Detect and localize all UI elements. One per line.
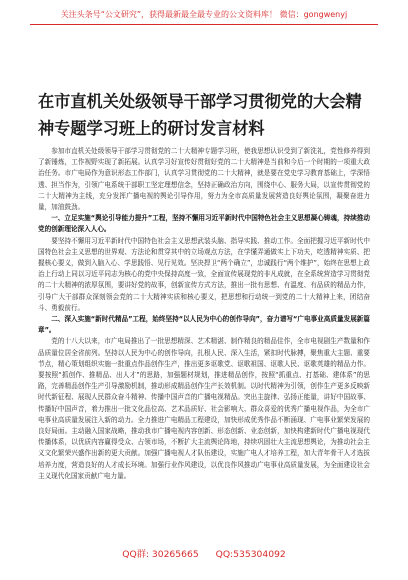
- section-heading: 二、深入实施“新时代精品”工程，始终坚持“以人民为中心的创作导向”，奋力谱写“广电事业高质量发展新篇章”。: [38, 315, 370, 335]
- footer-contact: [8, 548, 400, 562]
- header-divider: [30, 24, 378, 25]
- paragraph: 党的十八大以来，市广电局推出了一批思想精深、艺术精湛、制作精良的精品佳作，全市电视剧生产数量和作品质量位居全省前列。坚持以人民为中心的创作导向，扎根人民、深入生活，紧扣时代脉搏，聚焦重大主题、重要节点，精心策划组织实施一批重点作品创作生产，推出更多讴歌党、讴歌祖国、讴歌人民、讴歌英雄的精品力作。要按照“抓创作、推精品、出人才”的思路，加强题材规划，推进精品创作，按照“抓重点、打基础、建体系”的思路，完善精品创作生产引导激励机制，推动形成精品创作生产长效机制。以时代精神为引领，创作生产更多反映新时代新征程、展现人民群众奋斗精神、传播中国声音的广播电视精品。突出主旋律、弘扬正能量，讲好中国故事、传播好中国声音，着力推出一批文化品位高、艺术品质好、社会影响大、群众喜爱的优秀广播电视作品，为全市广电事业高质量发展注入新的动力。全力推进广电精品工程建设，加快形成优秀作品不断涌现、广电事业繁荣发展的良好局面。主动融入国家战略，推动我市广播电视内容创新、形态创新、业态创新，加快构建新时代广播电视现代传播体系，以优质内容赢得受众、占领市场，不断扩大主流舆论阵地，持续巩固壮大主流思想舆论，为推动社会主义文化繁荣兴盛作出新的更大贡献。加强广播电视人才队伍建设，实施广电人才培养工程，加大青年骨干人才选拔培养力度，营造良好的人才成长环境。加强行业作风建设，以优良作风推动广电事业高质量发展，为全面建设社会主义现代化国家贡献广电力量。: [38, 337, 370, 480]
- document-title: 在市直机关处级领导干部学习贯彻党的大会精神专题学习班上的研讨发言材料: [38, 92, 362, 138]
- paragraph: 要坚持不懈用习近平新时代中国特色社会主义思想武装头脑、指导实践、推动工作。全面把握习近平新时代中国特色社会主义思想的世界观、方法论和贯穿其中的立场观点方法，在学懂弄通做实上下功夫，吃透精神实质、把握核心要义，做到入脑入心、学思践悟、见行见效。坚决捍卫“两个确立”，忠诚践行“两个维护”，始终在思想上政治上行动上同以习近平同志为核心的党中央保持高度一致，全面宣传展现党的非凡成就，在全系统营造学习贯彻党的二十大精神的浓厚氛围，要讲好党的故事，创新宣传方式方法，推出一批有思想、有温度、有品质的精品力作，引导广大干部群众深刻领会党的二十大精神实质和核心要义，把思想和行动统一到党的二十大精神上来，团结奋斗、勇毅前行。: [38, 236, 370, 312]
- qq-group-label: QQ群: 30265665: [122, 549, 199, 560]
- document-body: [38, 146, 370, 532]
- section-heading: 一、立足实施“舆论引导能力提升”工程，坚持不懈用习近平新时代中国特色社会主义思想凝心铸魂，持续推动党的创新理论深入人心。: [38, 214, 370, 234]
- paragraph: 参加市直机关处级领导干部学习贯彻党的二十大精神专题学习班，使我思想认识受到了新洗礼，党性修养得到了新锤炼，工作视野实现了新拓展。认真学习好宣传好贯彻好党的二十大精神是当前和今后一个时期的一项重大政治任务。市广电局作为意识形态工作部门，认真学习贯彻党的二十大精神，就是要在党史学习教育基础上，学深悟透、担当作为，引领广电系统干部职工坚定理想信念，坚持正确政治方向，围绕中心、服务大局，以宣传贯彻党的二十大精神为主线，充分发挥广播电视的舆论引导作用，努力为全市高质量发展营造良好舆论氛围，凝聚奋进力量，加油鼓劲。: [38, 147, 370, 212]
- header-banner: 关注头条号“公文研究”，获得最新最全最专业的公文资料库！ 微信：gongwenyj: [60, 10, 348, 19]
- qq-label: QQ:535304092: [215, 549, 286, 560]
